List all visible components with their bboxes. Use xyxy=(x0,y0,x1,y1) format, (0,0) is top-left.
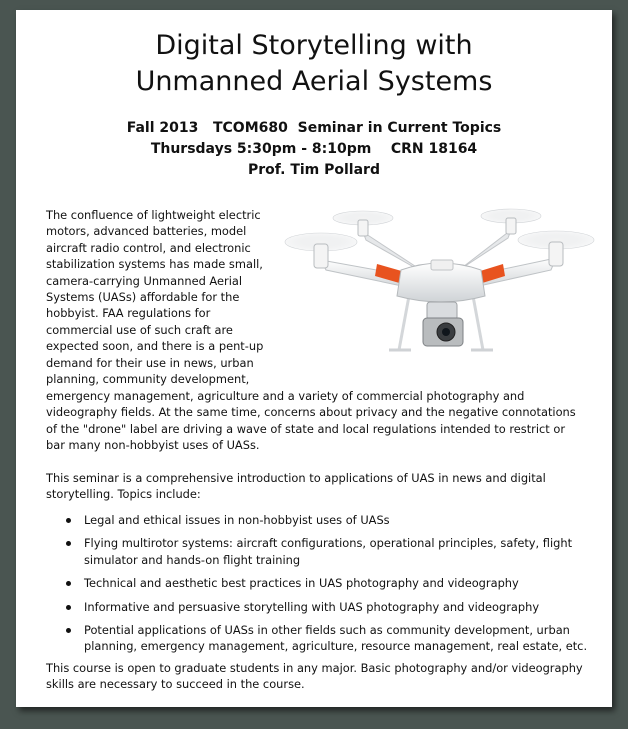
intro-paragraph-full xyxy=(46,388,591,454)
topic-item xyxy=(46,599,591,615)
topic-line: Legal and ethical issues in non-hobbyist uses of UASs xyxy=(84,513,390,527)
closing-line-2: skills are necessary to succeed in the course. xyxy=(46,677,305,692)
title-line-1: Digital Storytelling with xyxy=(155,30,473,61)
bullet-icon xyxy=(66,628,71,633)
course-term-line: Fall 2013 TCOM680 Seminar in Current Topics xyxy=(126,120,502,136)
topic-item xyxy=(46,622,591,655)
bullet-icon xyxy=(66,605,71,610)
course-instructor-line: Prof. Tim Pollard xyxy=(248,162,380,178)
course-schedule-line: Thursdays 5:30pm - 8:10pm CRN 18164 xyxy=(150,141,478,157)
intro-line: of the "drone" label are driving a wave of state and local regulations intended to restrict or xyxy=(46,421,566,436)
topic-item xyxy=(46,512,591,528)
topic-item xyxy=(46,575,591,591)
intro-line: aircraft radio control, and electronic xyxy=(46,240,251,255)
topic-line: Flying multirotor systems: aircraft configurations, operational principles, safety, flight xyxy=(84,536,573,551)
intro-line: emergency management, agriculture and a variety of commercial photography and xyxy=(46,389,525,403)
intro-line: stabilization systems has made small, xyxy=(46,257,263,272)
title-line-2: Unmanned Aerial Systems xyxy=(135,66,493,97)
intro-line: hobbyist. FAA regulations for xyxy=(46,306,211,321)
bullet-icon xyxy=(66,541,71,546)
topic-line: Informative and persuasive storytelling with UAS photography and videography xyxy=(84,599,540,614)
intro-line: planning, community development, xyxy=(46,372,250,387)
intro-line: Systems (UASs) affordable for the xyxy=(46,290,240,305)
flyer-page xyxy=(16,10,612,707)
seminar-line-1: This seminar is a comprehensive introduction to applications of UAS in news and digital xyxy=(46,471,546,485)
course-info xyxy=(16,118,612,181)
intro-line: expected soon, and there is a pent-up xyxy=(46,339,264,354)
intro-line: camera-carrying Unmanned Aerial xyxy=(46,273,243,288)
flyer-title xyxy=(16,28,612,100)
topic-line: Potential applications of UASs in other fields such as community development, urban xyxy=(84,623,570,638)
topic-item xyxy=(46,535,591,568)
closing-paragraph xyxy=(46,660,591,693)
intro-line: commercial use of such craft are xyxy=(46,322,233,337)
topic-line: planning, emergency management, agriculture, resource management, real estate, etc. xyxy=(84,639,588,654)
seminar-paragraph xyxy=(46,470,591,503)
intro-line: The confluence of lightweight electric xyxy=(46,208,261,222)
bullet-icon xyxy=(66,518,71,523)
quadcopter-drone-image xyxy=(281,200,601,375)
intro-line: demand for their use in news, urban xyxy=(46,355,254,370)
topic-line: Technical and aesthetic best practices in UAS photography and videography xyxy=(84,576,519,591)
topics-list xyxy=(46,512,591,662)
intro-paragraph-wrapped xyxy=(46,207,281,387)
bullet-icon xyxy=(66,581,71,586)
topic-line: simulator and hands-on flight training xyxy=(84,552,301,567)
intro-line: videography fields. At the same time, concerns about privacy and the negative connotations xyxy=(46,405,576,420)
intro-line: motors, advanced batteries, model xyxy=(46,224,247,239)
seminar-line-2: storytelling. Topics include: xyxy=(46,487,201,502)
intro-line: bar many non-hobbyist uses of UASs. xyxy=(46,438,260,453)
closing-line-1: This course is open to graduate students in any major. Basic photography and/or videography xyxy=(46,661,583,675)
